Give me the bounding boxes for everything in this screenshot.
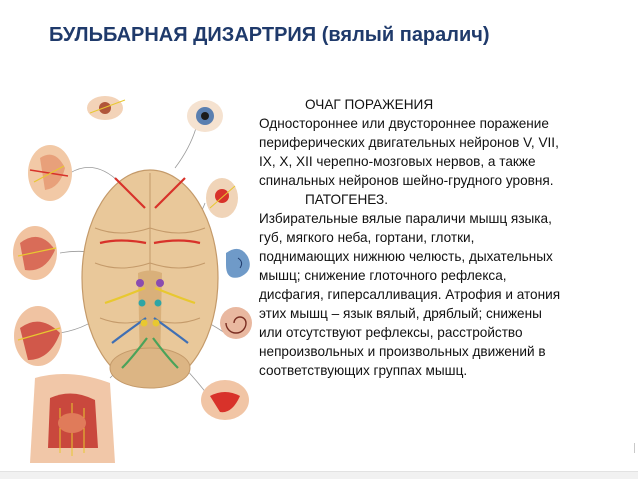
slide-title [49,24,629,47]
mouth-tongue-sketch-right [201,380,249,420]
pathogenesis-line: или отсутствуют рефлексы, расстройство [259,325,523,340]
heading-pathogenesis: ПАТОГЕНЕЗ. [305,192,389,207]
eye-muscle-sketch-right [206,178,238,218]
title-subtitle: (вялый паралич) [321,24,490,46]
slide-body-text [259,95,631,380]
torso-sketch [30,374,115,463]
focus-line: периферических двигательных нейронов V, VII, [259,135,559,150]
slide-bottom-bar [0,471,638,479]
focus-line: IX, X, XII черепно-мозговых нервов, а также [259,154,536,169]
cochlea-sketch-right [220,307,252,339]
face-sketch-mid-left [13,226,57,280]
pathogenesis-line: непроизвольных и произвольных движений в [259,344,546,359]
pathogenesis-line: этих мышц – язык вялый, дряблый; снижены [259,306,542,321]
pathogenesis-line: дисфагия, гиперсалливация. Атрофия и атония [259,287,561,302]
pathogenesis-line: соответствующих группах мышц. [259,363,468,378]
eye-sketch-top-left-small [87,96,125,120]
focus-line: спинальных нейронов шейно-грудного уровня. [259,173,554,188]
brain-base [82,170,218,388]
pathogenesis-line: губ, мягкого неба, гортани, глотки, [259,230,475,245]
title-main: БУЛЬБАРНАЯ ДИЗАРТРИЯ [49,24,317,46]
pathogenesis-line: мышц; снижение глоточного рефлекса, [259,268,507,283]
head-sketch-lower-left [14,306,62,366]
heading-focus: ОЧАГ ПОРАЖЕНИЯ [305,97,434,112]
pathogenesis-line: Избирательные вялые параличи мышц языка, [259,211,552,226]
face-sketch-top-left [28,145,72,201]
pathogenesis-line: поднимающих нижнюю челюсть, дыхательных [259,249,553,264]
cranial-nerves-illustration [0,78,268,468]
eye-sketch-top-right [187,100,223,132]
ear-inner-sketch-right [226,249,250,278]
focus-line: Одностороннее или двустороннее поражение [259,116,549,131]
slide-corner-mark [634,443,635,453]
